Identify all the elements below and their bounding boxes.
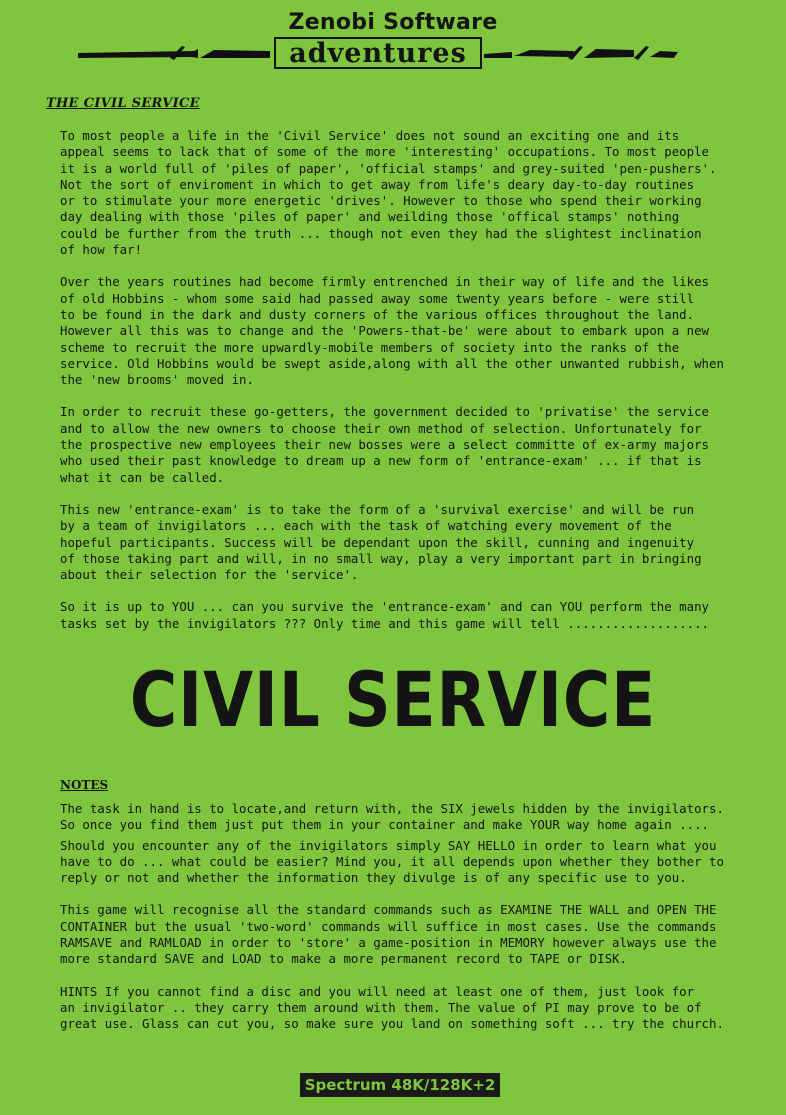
notes-text bbox=[60, 801, 780, 1049]
notes-paragraph: The task in hand is to locate,and return with, the SIX jewels hidden by the invigilators. So once you find them just put them in your container and make YOUR way home again .... bbox=[60, 801, 724, 833]
notes-heading: NOTES bbox=[60, 778, 109, 792]
publisher-name: Zenobi Software bbox=[288, 10, 498, 35]
intro-paragraph: This new 'entrance-exam' is to take the form of a 'survival exercise' and will be run by a team of invigilators ... each with the task of watching every movement of the hopeful participants. Success will be dependant upon the skill, cunning and ingenuity of those taking part and will, in no small way, play a very important part in bringing about their selection for the 'service'. bbox=[60, 501, 702, 583]
logo-text: adventures bbox=[289, 37, 467, 69]
intro-paragraph: In order to recruit these go-getters, the government decided to 'privatise' the service and to allow the new owners to choose their own method of selection. Unfortunately for the prospective new employees their new bosses were a select committe of ex-army majors who used their past knowledge to dream up a new form of 'entrance-exam' ... if that is what it can be called. bbox=[60, 404, 710, 485]
logo-banner bbox=[74, 36, 680, 74]
logo-box bbox=[274, 37, 482, 69]
intro-paragraph: So it is up to YOU ... can you survive the 'entrance-exam' and can YOU perform the many tasks set by the invigilators ??? Only time and this game will tell ................... bbox=[60, 599, 710, 631]
intro-paragraph: To most people a life in the 'Civil Service' does not sound an exciting one and its appeal seems to lack that of some of the more 'interesting' occupations. To most people it is a world full of 'piles of paper', 'official stamps' and grey-suited 'pen-pushers'. Not the sort of enviroment in which to get away from life's deary day-to-day routines or to stimulate your more energetic 'drives'. However to those who spend their working day dealing with those 'piles of paper' and weilding those 'offical stamps' nothing could be further from the truth ... though not even they had the slightest inclination of how far! bbox=[60, 128, 717, 258]
notes-paragraph: HINTS If you cannot find a disc and you will need at least one of them, just look for an invigilator .. they carry them around with them. The value of PI may prove to be of great use. Glass can cut you, so make sure you land on something soft ... try the church. bbox=[60, 983, 724, 1032]
game-title: CIVIL SERVICE bbox=[129, 655, 657, 744]
intro-paragraph: Over the years routines had become firmly entrenched in their way of life and the likes of old Hobbins - whom some said had passed away some twenty years before - were still to be found in the dark and dusty corners of the various offices throughout the land. However all this was to change and the 'Powers-that-be' were about to embark upon a new scheme to recruit the more upwardly-mobile members of society into the ranks of the service. Old Hobbins would be swept aside,along with all the other unwanted rubbish, when the 'new brooms' moved in. bbox=[60, 274, 724, 388]
platform-badge: Spectrum 48K/128K+2 bbox=[300, 1073, 500, 1097]
notes-paragraph: Should you encounter any of the invigilators simply SAY HELLO in order to learn what you have to do ... what could be easier? Mind you, it all depends upon whether they bother to reply or not and whether the information they divulge is of any specific use to you. bbox=[60, 837, 724, 886]
section-title: THE CIVIL SERVICE bbox=[46, 96, 200, 111]
notes-paragraph: This game will recognise all the standard commands such as EXAMINE THE WALL and OPEN THE CONTAINER but the usual 'two-word' commands will suffice in most cases. Use the commands RAMSAVE and RAMLOAD in order to 'store' a game-position in MEMORY however always use the more standard SAVE and LOAD to make a more permanent record to TAPE or DISK. bbox=[60, 902, 717, 967]
intro-text bbox=[60, 128, 780, 648]
